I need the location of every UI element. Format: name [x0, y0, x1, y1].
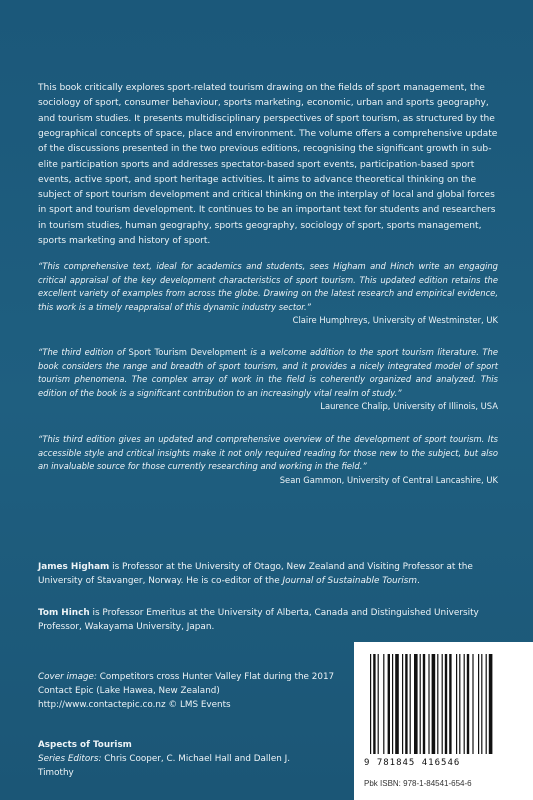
series-title: Aspects of Tourism [38, 740, 132, 750]
author-bio-text: is Professor Emeritus at the University of Alberta, Canada and Distinguished University Professor, Wakayama University, Japan. [38, 608, 479, 633]
barcode-icon [370, 654, 520, 756]
series-info [38, 738, 298, 780]
cover-image-credit [38, 670, 338, 712]
author-bio-hinch [38, 606, 498, 634]
series-editors [38, 752, 298, 780]
endorsement-3-attribution: Sean Gammon, University of Central Lancashire, UK [279, 474, 498, 485]
author-name: Tom Hinch [38, 608, 90, 618]
author-name: James Higham [38, 562, 110, 572]
isbn-label: Pbk ISBN: 978-1-84541-654-6 [364, 779, 472, 788]
endorsement-2-text [38, 346, 498, 400]
barcode-panel [354, 642, 533, 800]
cover-credit-label: Cover image: [38, 672, 97, 682]
author-bio-end: . [417, 576, 420, 587]
endorsement-2 [38, 346, 498, 414]
barcode-digits: 9 781845 416546 [364, 758, 461, 768]
journal-title: Journal of Sustainable Tourism [282, 576, 418, 587]
author-bio-higham [38, 560, 498, 588]
endorsement-3 [38, 433, 498, 487]
series-editors-label: Series Editors: [38, 754, 102, 764]
endorsement-1 [38, 260, 498, 328]
endorsement-2-text-start: “The third edition of [38, 347, 129, 357]
endorsement-2-text-end: is a welcome addition to the sport tourism literature. The book considers the range and breadth of sport tourism, and it provides a nicely integrated model of sport tourism phenomena. The complex array of work in the field is coherently organized and analyzed. This edition of the book is a significant contribution to an increasingly vital realm of study.” [38, 347, 498, 398]
endorsement-1-text: “This comprehensive text, ideal for academics and students, sees Higham and Hinch write an engaging critical appraisal of the key development characteristics of sport tourism. This updated edition retains the excellent variety of examples from across the globe. Drawing on the latest research and empirical evidence, this work is a timely reappraisal of this dynamic industry sector.” [38, 261, 498, 312]
series-editors-names: Chris Cooper, C. Michael Hall and Dallen J. Timothy [38, 754, 290, 778]
endorsement-1-attribution: Claire Humphreys, University of Westminster, UK [292, 315, 498, 326]
endorsement-2-book-title: Sport Tourism Development [128, 347, 247, 357]
endorsement-3-text: “This third edition gives an updated and comprehensive overview of the development of sport tourism. Its accessible style and critical insights make it not only required reading for those new to the subject, but also an invaluable source for those currently researching and working in the field.” [38, 434, 498, 472]
endorsement-2-attribution: Laurence Chalip, University of Illinois, USA [320, 401, 498, 412]
author-bio-text: is Professor at the University of Otago, New Zealand and Visiting Professor at the University of Stavanger, Norway. He is co-editor of the [38, 562, 473, 587]
cover-credit-text: Competitors cross Hunter Valley Flat during the 2017 Contact Epic (Lake Hawea, New Zealand) http://www.contactepic.co.nz © LMS Events [38, 672, 335, 710]
book-description: This book critically explores sport-related tourism drawing on the fields of sport management, the sociology of sport, consumer behaviour, sports marketing, economic, urban and sports geography, and tourism studies. It presents multidisciplinary perspectives of sport tourism, as structured by the geographical concepts of space, place and environment. The volume offers a comprehensive update of the discussions presented in the two previous editions, recognising the significant growth in sub-elite participation sports and addresses spectator-based sport events, participation-based sport events, active sport, and sport heritage activities. It aims to advance theoretical thinking on the subject of sport tourism development and critical thinking on the interplay of local and global forces in sport and tourism development. It continues to be an important text for students and researchers in tourism studies, human geography, sports geography, sociology of sport, sports management, sports marketing and history of sport. [38, 83, 498, 247]
